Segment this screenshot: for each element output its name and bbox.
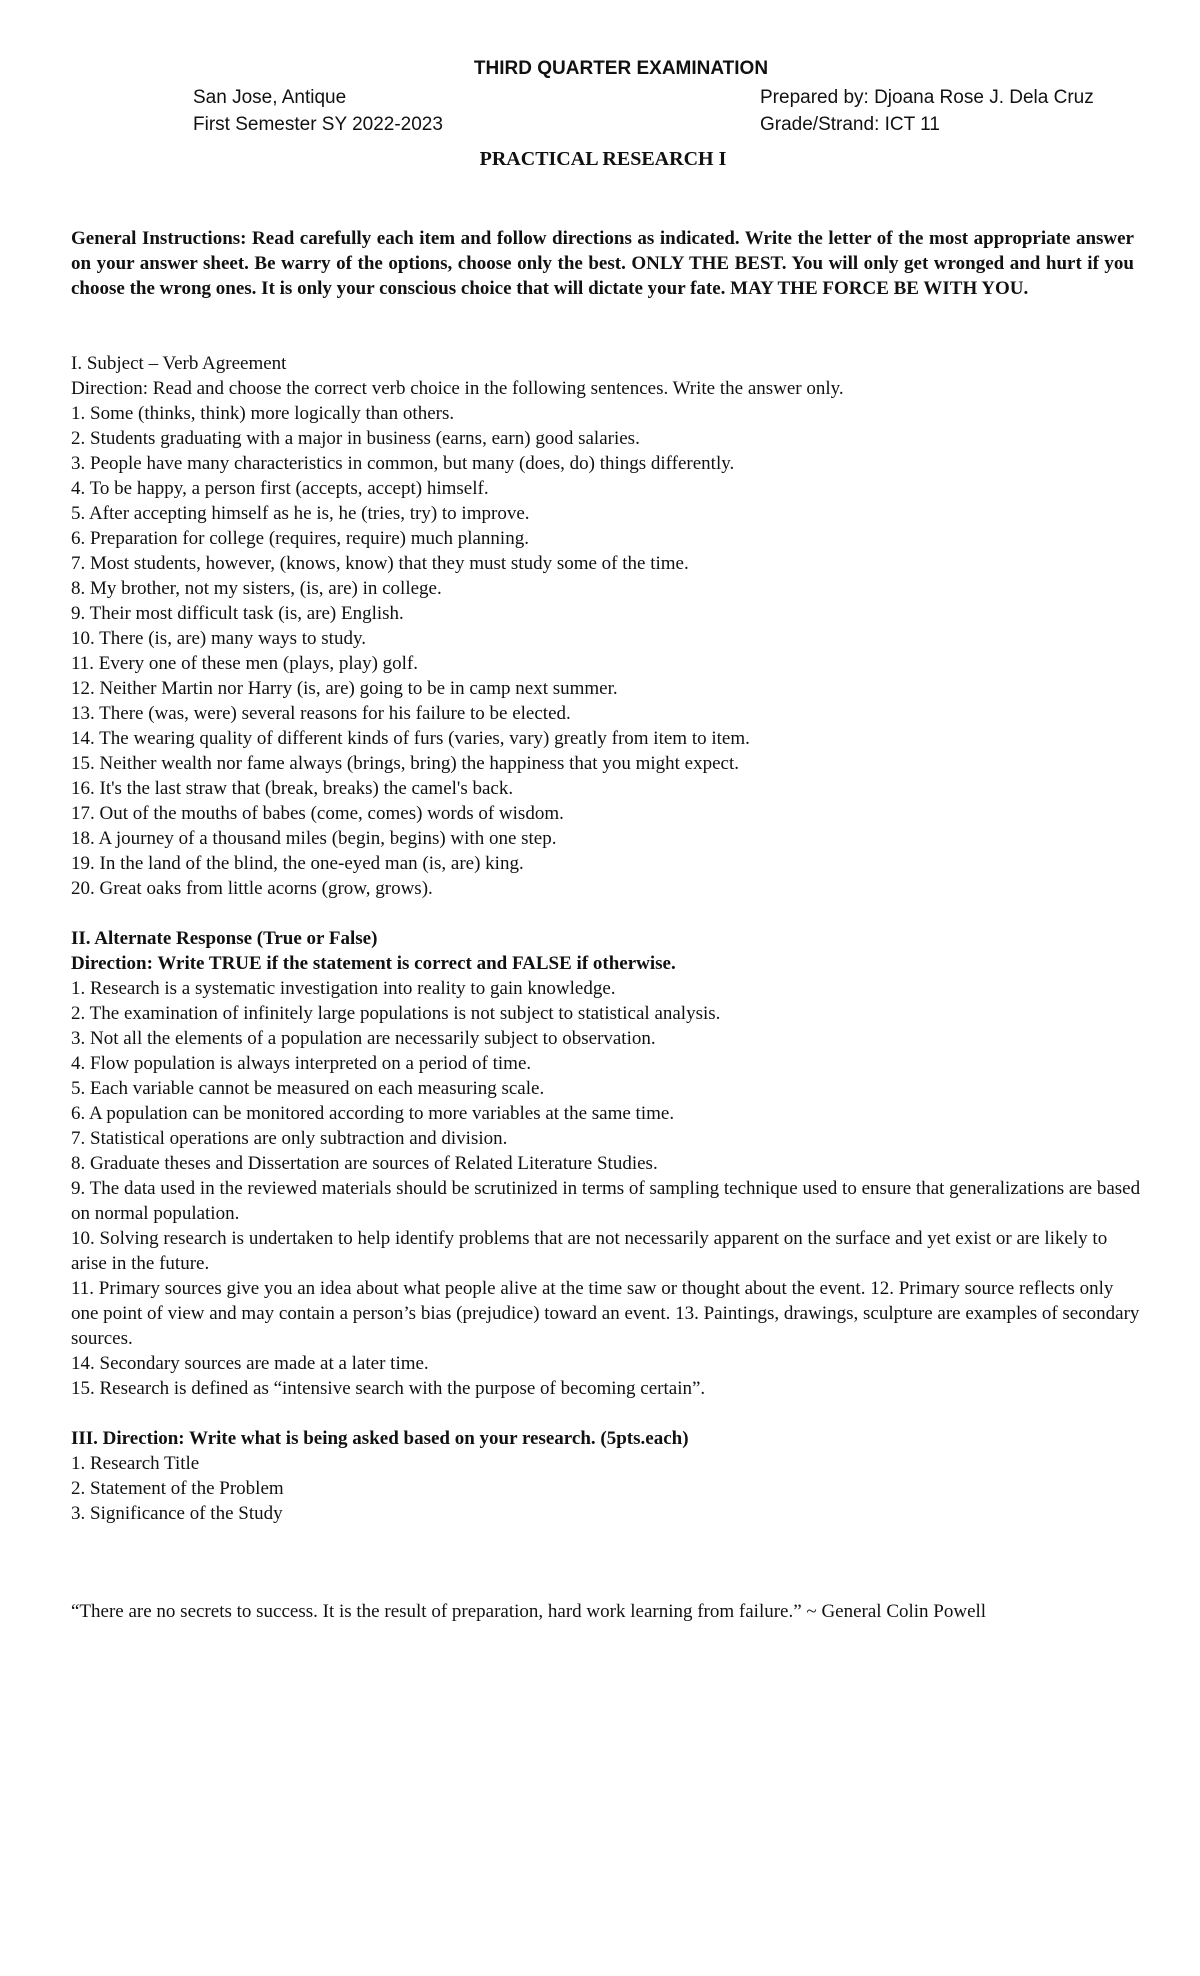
- general-instructions: General Instructions: Read carefully each item and follow directions as indicated. Write the letter of the most appropriate answer on your answer sheet. Be warry of the options, choose only the best. ONLY THE BEST. You will only get wronged and hurt if you choose the wrong ones. It is only your conscious choice that will dictate your fate. MAY THE FORCE BE WITH YOU.: [71, 228, 1134, 299]
- list-item: 2. Statement of the Problem: [71, 1478, 284, 1499]
- grade-strand: Grade/Strand: ICT 11: [760, 114, 940, 135]
- spacer: [71, 901, 1141, 926]
- section-3-items: [71, 1451, 1141, 1526]
- section-3-title: III. Direction: Write what is being asked based on your research. (5pts.each): [71, 1428, 689, 1449]
- list-item: 4. To be happy, a person first (accepts, accept) himself.: [71, 478, 489, 499]
- location: San Jose, Antique: [193, 87, 347, 108]
- section-2-title: II. Alternate Response (True or False): [71, 928, 378, 949]
- list-item: 4. Flow population is always interpreted on a period of time.: [71, 1053, 532, 1074]
- list-item: 6. A population can be monitored according to more variables at the same time.: [71, 1103, 675, 1124]
- exam-body: [71, 351, 1141, 1526]
- list-item: 14. Secondary sources are made at a later time.: [71, 1353, 429, 1374]
- list-item: 1. Research Title: [71, 1453, 200, 1474]
- list-item: 8. Graduate theses and Dissertation are sources of Related Literature Studies.: [71, 1153, 658, 1174]
- list-item: 10. Solving research is undertaken to help identify problems that are not necessarily apparent on the surface and yet exist or are likely to arise in the future.: [71, 1228, 1108, 1274]
- spacer: [71, 1401, 1141, 1426]
- list-item: 10. There (is, are) many ways to study.: [71, 628, 366, 649]
- header-right: [760, 84, 1094, 138]
- list-item: 7. Most students, however, (knows, know) that they must study some of the time.: [71, 553, 689, 574]
- list-item: 3. Significance of the Study: [71, 1503, 283, 1524]
- list-item: 3. Not all the elements of a population are necessarily subject to observation.: [71, 1028, 656, 1049]
- exam-title: THIRD QUARTER EXAMINATION: [473, 58, 769, 79]
- list-item: 5. Each variable cannot be measured on each measuring scale.: [71, 1078, 545, 1099]
- list-item: 5. After accepting himself as he is, he (tries, try) to improve.: [71, 503, 530, 524]
- list-item: 16. It's the last straw that (break, breaks) the camel's back.: [71, 778, 514, 799]
- list-item: 11. Every one of these men (plays, play) golf.: [71, 653, 419, 674]
- list-item: 1. Some (thinks, think) more logically than others.: [71, 403, 455, 424]
- prepared-by: Prepared by: Djoana Rose J. Dela Cruz: [760, 87, 1094, 108]
- list-item: 20. Great oaks from little acorns (grow, grows).: [71, 878, 433, 899]
- list-item: 7. Statistical operations are only subtraction and division.: [71, 1128, 508, 1149]
- section-1-items: [71, 401, 1141, 901]
- list-item: 9. Their most difficult task (is, are) English.: [71, 603, 404, 624]
- list-item: 18. A journey of a thousand miles (begin, begins) with one step.: [71, 828, 557, 849]
- list-item: 17. Out of the mouths of babes (come, comes) words of wisdom.: [71, 803, 564, 824]
- list-item: 11. Primary sources give you an idea about what people alive at the time saw or thought about the event. 12. Primary source reflects only one point of view and may contain a person’s bias (prejudice) toward an event. 13. Paintings, drawings, sculpture are examples of secondary sources.: [71, 1278, 1140, 1349]
- list-item: 2. Students graduating with a major in business (earns, earn) good salaries.: [71, 428, 640, 449]
- list-item: 15. Neither wealth nor fame always (brings, bring) the happiness that you might expect.: [71, 753, 739, 774]
- subject-title: PRACTICAL RESEARCH I: [479, 148, 727, 170]
- section-1-title: I. Subject – Verb Agreement: [71, 353, 287, 374]
- section-2-direction: Direction: Write TRUE if the statement is correct and FALSE if otherwise.: [71, 953, 676, 974]
- section-2-items: [71, 976, 1141, 1401]
- list-item: 13. There (was, were) several reasons for his failure to be elected.: [71, 703, 571, 724]
- section-1-direction: Direction: Read and choose the correct verb choice in the following sentences. Write the answer only.: [71, 378, 844, 399]
- closing-quote: “There are no secrets to success. It is the result of preparation, hard work learning from failure.” ~ General Colin Powell: [71, 1601, 987, 1622]
- list-item: 3. People have many characteristics in common, but many (does, do) things differently.: [71, 453, 735, 474]
- header-left: [193, 84, 443, 138]
- list-item: 14. The wearing quality of different kinds of furs (varies, vary) greatly from item to item.: [71, 728, 750, 749]
- list-item: 2. The examination of infinitely large populations is not subject to statistical analysis.: [71, 1003, 721, 1024]
- list-item: 1. Research is a systematic investigation into reality to gain knowledge.: [71, 978, 616, 999]
- list-item: 6. Preparation for college (requires, require) much planning.: [71, 528, 529, 549]
- semester: First Semester SY 2022-2023: [193, 114, 443, 135]
- list-item: 15. Research is defined as “intensive search with the purpose of becoming certain”.: [71, 1378, 706, 1399]
- list-item: 12. Neither Martin nor Harry (is, are) going to be in camp next summer.: [71, 678, 618, 699]
- list-item: 19. In the land of the blind, the one-eyed man (is, are) king.: [71, 853, 524, 874]
- list-item: 9. The data used in the reviewed materials should be scrutinized in terms of sampling technique used to ensure that generalizations are based on normal population.: [71, 1178, 1141, 1224]
- list-item: 8. My brother, not my sisters, (is, are) in college.: [71, 578, 442, 599]
